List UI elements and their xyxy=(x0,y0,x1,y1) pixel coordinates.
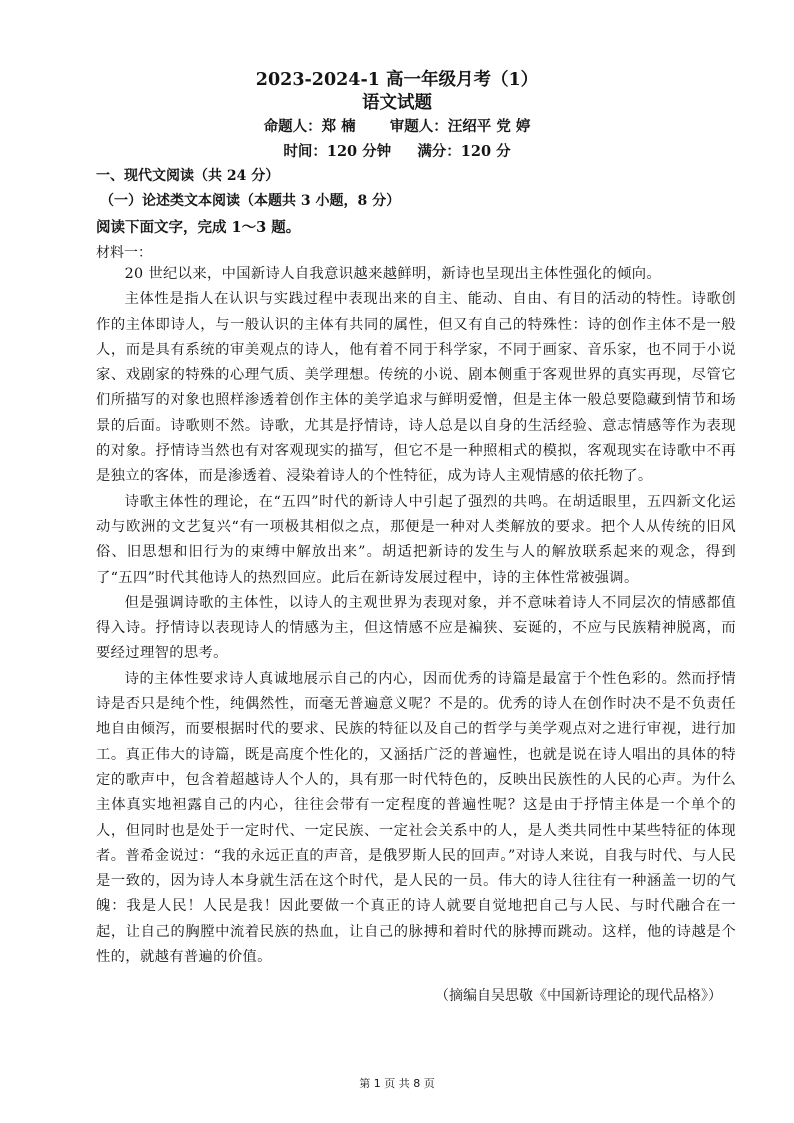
reviewer-label: 审题人：汪绍平 党 婷 xyxy=(389,118,531,135)
passage-source: （摘编自吴思敬《中国新诗理论的现代品格》） xyxy=(435,988,722,1004)
time-score-line xyxy=(0,140,794,161)
subsection-heading: （一）论述类文本阅读（本题共 3 小题，8 分） xyxy=(100,193,401,209)
passage-paragraph: 诗歌主体性的理论，在“五四”时代的新诗人中引起了强烈的共鸣。在胡适眼里，五四新文化运动与欧洲的文艺复兴“有一项极其相似之点，那便是一种对人类解放的要求。把个人从传统的旧风俗、旧思想和旧行为的束缚中解放出来”。胡适把新诗的发生与人的解放联系起来的观念，得到了“五四”时代其他诗人的热烈回应。此后在新诗发展过程中，诗的主体性常被强调。 xyxy=(96,493,736,586)
passage-body xyxy=(96,262,736,970)
passage-paragraph: 主体性是指人在认识与实践过程中表现出来的自主、能动、自由、有目的活动的特性。诗歌创作的主体即诗人，与一般认识的主体有共同的属性，但又有自己的特殊性：诗的创作主体不是一般人，而是具有系统的审美观点的诗人，他有着不同于科学家，不同于画家、音乐家，也不同于小说家、戏剧家的特殊的心理气质、美学理想。传统的小说、剧本侧重于客观世界的真实再现，尽管它们所描写的对象也照样渗透着创作主体的美学追求与鲜明爱憎，但是主体一般总要隐藏到情节和场景的后面。诗歌则不然。诗歌，尤其是抒情诗，诗人总是以自身的生活经验、意志情感等作为表现的对象。抒情诗当然也有对客观现实的描写，但它不是一种照相式的模拟，客观现实在诗歌中不再是独立的客体，而是渗透着、浸染着诗人的个性特征，成为诗人主观情感的依托物了。 xyxy=(96,291,736,485)
authors-line xyxy=(0,115,794,136)
score-label: 满分：120 分 xyxy=(417,143,511,160)
section-heading: 一、现代文阅读（共 24 分） xyxy=(96,168,280,184)
material-label: 材料一： xyxy=(96,245,152,261)
page-number: 第 1 页 共 8 页 xyxy=(359,1077,435,1090)
exam-title: 2023-2024-1 高一年级月考（1） xyxy=(255,70,539,90)
passage-paragraph: 但是强调诗歌的主体性，以诗人的主观世界为表现对象，并不意味着诗人不同层次的情感都值得入诗。抒情诗以表现诗人的情感为主，但这情感不应是褊狭、妄诞的，不应与民族精神脱离，而要经过理智的思考。 xyxy=(96,594,736,662)
passage-paragraph: 20 世纪以来，中国新诗人自我意识越来越鲜明，新诗也呈现出主体性强化的倾向。 xyxy=(124,266,662,282)
setter-label: 命题人：郑 楠 xyxy=(263,118,356,135)
reading-instruction: 阅读下面文字，完成 1～3 题。 xyxy=(96,219,301,236)
passage-paragraph: 诗的主体性要求诗人真诚地展示自己的内心，因而优秀的诗篇是最富于个性色彩的。然而抒情诗是否只是纯个性，纯偶然性，而毫无普遍意义呢？不是的。优秀的诗人在创作时决不是不负责任地自由倾泻，而要根据时代的要求、民族的特征以及自己的哲学与美学观点对之进行审视，进行加工。真正伟大的诗篇，既是高度个性化的，又涵括广泛的普遍性，也就是说在诗人唱出的具体的特定的歌声中，包含着超越诗人个人的，具有那一时代特色的，反映出民族性的人民的心声。为什么主体真实地袒露自己的内心，往往会带有一定程度的普遍性呢？这是由于抒情主体是一个单个的人，但同时也是处于一定时代、一定民族、一定社会关系中的人，是人类共同性中某些特征的体现者。普希金说过：“我的永远正直的声音，是俄罗斯人民的回声。”对诗人来说，自我与时代、与人民是一致的，因为诗人本身就生活在这个时代，是人民的一员。伟大的诗人往往有一种涵盖一切的气魄：我是人民！人民是我！因此要做一个真正的诗人就要自觉地把自己与人民、与时代融合在一起，让自己的胸膛中流着民族的热血，让自己的脉搏和着时代的脉搏而跳动。这样，他的诗越是个性的，就越有普遍的价值。 xyxy=(96,670,736,966)
exam-subtitle: 语文试题 xyxy=(362,93,432,113)
time-label: 时间：120 分钟 xyxy=(283,143,392,160)
